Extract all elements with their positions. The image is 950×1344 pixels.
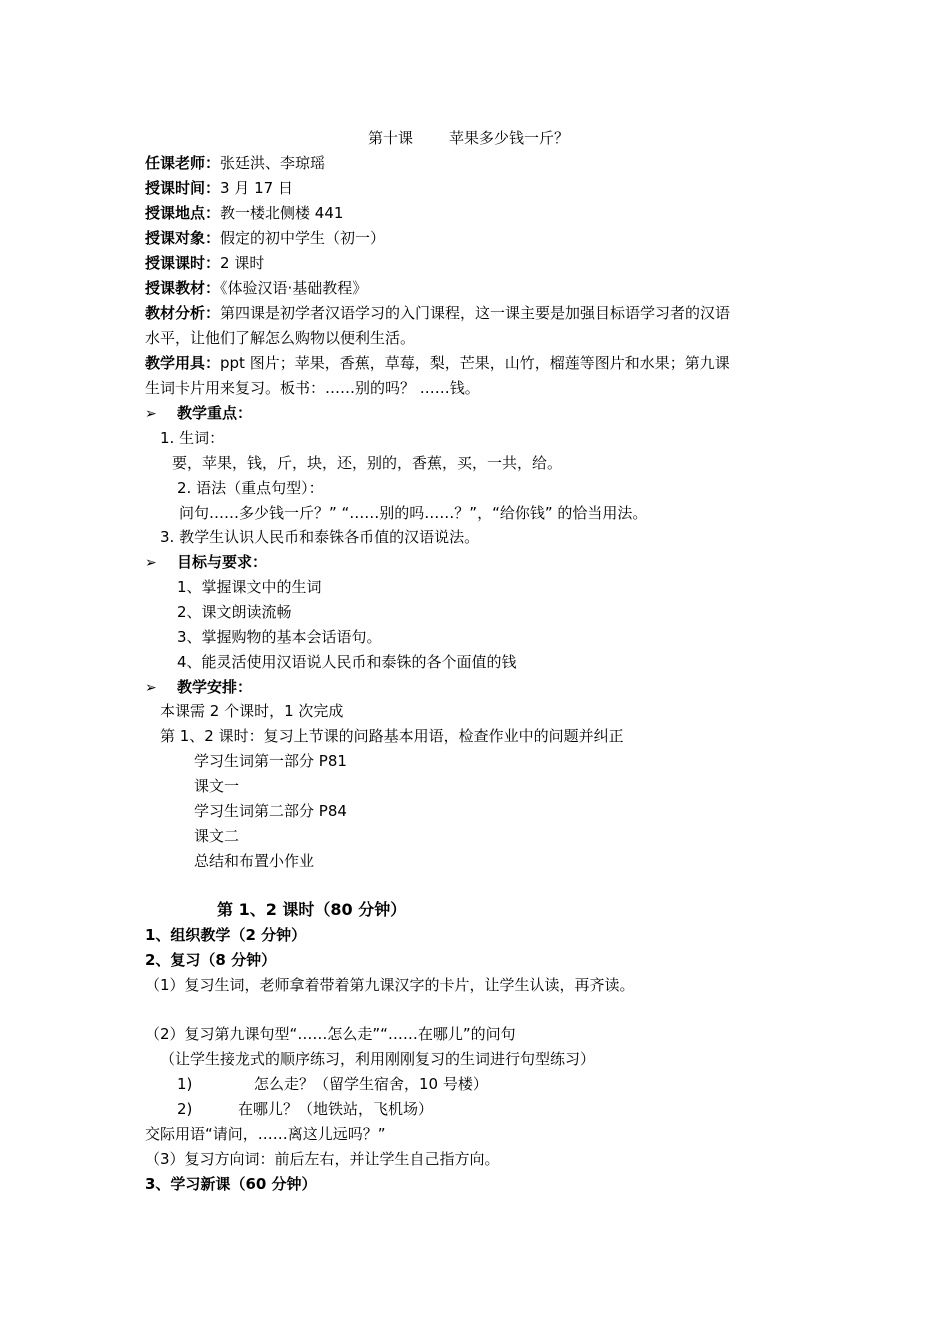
review-item-3: （3）复习方向词：前后左右，并让学生自己指方向。 <box>145 1150 500 1168</box>
lesson-title <box>368 128 569 148</box>
arrangement-item: 课文一 <box>194 777 240 795</box>
info-hours <box>145 253 264 273</box>
vocab-list: 要，苹果，钱，斤，块，还，别的，香蕉，买，一共，给。 <box>172 454 563 472</box>
heading-text: 教学重点： <box>177 404 253 422</box>
review-item-1: （1）复习生词，老师拿着带着第九课汉字的卡片，让学生认读，再齐读。 <box>145 976 635 994</box>
example-text: 在哪儿？（地铁站，飞机场） <box>238 1100 434 1118</box>
info-audience <box>145 228 385 248</box>
info-label: 授课课时： <box>145 254 221 272</box>
tools-label: 教学用具： <box>145 354 221 372</box>
info-value: 《体验汉语·基础教程》 <box>220 279 368 297</box>
arrangement-item: 总结和布置小作业 <box>194 852 315 870</box>
goal-item: 4、能灵活使用汉语说人民币和泰铢的各个面值的钱 <box>177 653 517 671</box>
arrow-bullet-icon: ➢ <box>145 680 157 696</box>
info-textbook <box>145 278 367 298</box>
info-value: 3 月 17 日 <box>220 179 293 197</box>
analysis-text: 第四课是初学者汉语学习的入门课程，这一课主要是加强目标语学习者的汉语 <box>220 304 731 322</box>
section-review: 2、复习（8 分钟） <box>145 951 277 969</box>
info-value: 张廷洪、李琼瑶 <box>220 154 326 172</box>
arrangement-line2: 第 1、2 课时：复习上节课的问路基本用语，检查作业中的问题并纠正 <box>160 727 624 745</box>
arrow-bullet-icon: ➢ <box>145 406 157 422</box>
tools-text: ppt 图片；苹果，香蕉，草莓，梨，芒果，山竹，榴莲等图片和水果；第九课 <box>220 354 730 372</box>
arrangement-item: 课文二 <box>194 827 240 845</box>
analysis-label: 教材分析： <box>145 304 221 322</box>
info-label: 任课老师： <box>145 154 221 172</box>
section-new-lesson: 3、学习新课（60 分钟） <box>145 1175 317 1193</box>
info-label: 授课地点： <box>145 204 221 222</box>
goal-item: 1、掌握课文中的生词 <box>177 578 322 596</box>
info-label: 授课教材： <box>145 279 221 297</box>
arrangement-item: 学习生词第二部分 P84 <box>194 802 347 820</box>
review-note: （让学生接龙式的顺序练习，利用刚刚复习的生词进行句型练习） <box>160 1050 596 1068</box>
info-location <box>145 203 343 223</box>
analysis-line2: 水平，让他们了解怎么购物以便利生活。 <box>145 329 416 347</box>
example-text: 怎么走？（留学生宿舍，10 号楼） <box>254 1075 488 1093</box>
goals-heading <box>145 552 267 573</box>
analysis-line1 <box>145 303 730 323</box>
key-points-heading <box>145 403 252 424</box>
review-item-2: （2）复习第九课句型“……怎么走”“……在哪儿”的问句 <box>145 1025 516 1043</box>
info-teacher <box>145 153 325 173</box>
example-2 <box>177 1099 433 1119</box>
example-number: 2) <box>177 1100 193 1118</box>
arrangement-item: 学习生词第一部分 P81 <box>194 752 347 770</box>
section-organize: 1、组织教学（2 分钟） <box>145 926 307 944</box>
lesson-number: 第十课 <box>368 129 414 147</box>
key-point-3: 3. 教学生认识人民币和泰铢各币值的汉语说法。 <box>160 528 480 546</box>
tools-line2: 生词卡片用来复习。板书：……别的吗？ ……钱。 <box>145 379 480 397</box>
info-value: 教一楼北侧楼 441 <box>220 204 344 222</box>
communicative-phrase: 交际用语“请问，……离这儿远吗？” <box>145 1125 386 1143</box>
info-label: 授课对象： <box>145 229 221 247</box>
example-1 <box>177 1074 488 1094</box>
goal-item: 3、掌握购物的基本会话语句。 <box>177 628 382 646</box>
grammar-text: 问句……多少钱一斤？” “……别的吗……？”，“给你钱” 的恰当用法。 <box>179 504 648 522</box>
info-label: 授课时间： <box>145 179 221 197</box>
tools-line1 <box>145 353 730 373</box>
info-time <box>145 178 293 198</box>
arrow-bullet-icon: ➢ <box>145 555 157 571</box>
key-point-1: 1. 生词： <box>160 429 225 447</box>
session-heading: 第 1、2 课时（80 分钟） <box>217 900 407 919</box>
lesson-name: 苹果多少钱一斤？ <box>449 129 570 147</box>
arrangement-heading <box>145 677 252 698</box>
info-value: 2 课时 <box>220 254 265 272</box>
goal-item: 2、课文朗读流畅 <box>177 603 292 621</box>
example-number: 1) <box>177 1075 193 1093</box>
info-value: 假定的初中学生（初一） <box>220 229 386 247</box>
key-point-2: 2. 语法（重点句型）： <box>177 479 324 497</box>
heading-text: 教学安排： <box>177 678 253 696</box>
arrangement-line1: 本课需 2 个课时，1 次完成 <box>160 702 344 720</box>
heading-text: 目标与要求： <box>177 553 268 571</box>
